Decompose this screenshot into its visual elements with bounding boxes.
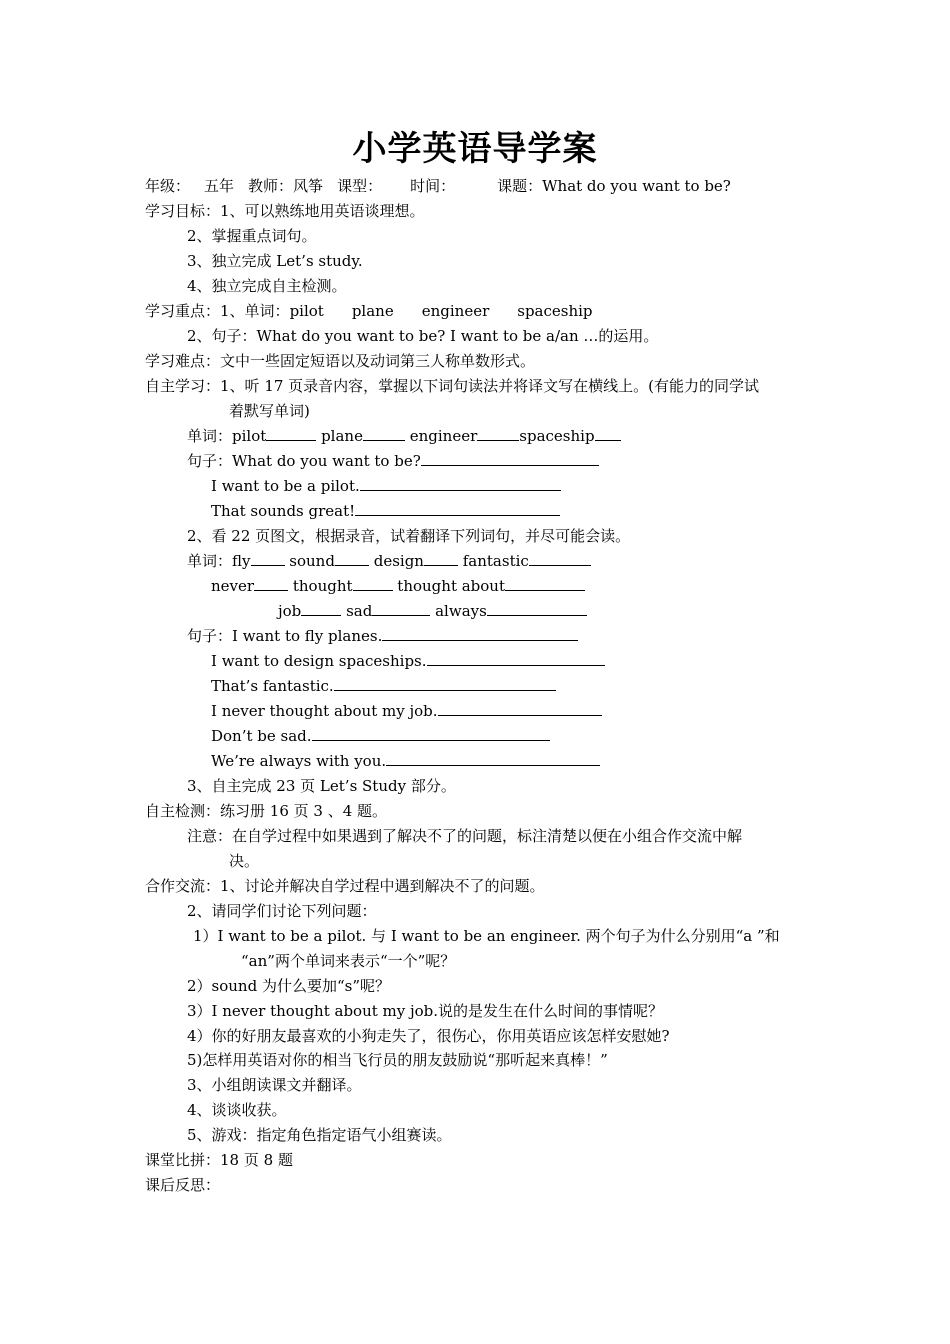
- answer-blank[interactable]: [312, 726, 550, 741]
- sentence-text: That sounds great!: [211, 502, 356, 520]
- competition-text: 18 页 8 题: [220, 1151, 293, 1169]
- discussion-question-3: 3）I never thought about my job.说的是发生在什么时间的事情呢？: [187, 1002, 664, 1020]
- discussion-question-1-cont: “an”两个单词来表示“一个”呢？: [241, 952, 456, 970]
- answer-blank[interactable]: [529, 551, 591, 566]
- vocab-word: always: [435, 602, 487, 620]
- sentence-row: [211, 751, 600, 771]
- sentence-text: We’re always with you.: [211, 752, 387, 770]
- goal-item: 1、可以熟练地用英语谈理想。: [220, 202, 425, 220]
- difficulty-line: [145, 351, 535, 371]
- answer-blank[interactable]: [334, 676, 556, 691]
- answer-blank[interactable]: [424, 551, 458, 566]
- self-study-item-1: 1、听 17 页录音内容，掌握以下词句读法并将译文写在横线上。(有能力的同学试: [220, 377, 760, 395]
- vocab-word: plane: [321, 427, 363, 445]
- cooperation-item-1: 1、讨论并解决自学过程中遇到解决不了的问题。: [220, 877, 545, 895]
- key-word: engineer: [421, 302, 490, 320]
- answer-blank[interactable]: [254, 576, 288, 591]
- discussion-question-1: 1）I want to be a pilot. 与 I want to be an engineer. 两个句子为什么分别用“a ”和: [193, 927, 780, 945]
- teacher-label: 教师：: [248, 177, 294, 195]
- vocab-word: thought: [292, 577, 353, 595]
- words-row-2: [187, 551, 591, 571]
- type-label: 课型：: [337, 177, 383, 195]
- sentence-text: What do you want to be?: [232, 452, 421, 470]
- page-title: 小学英语导学案: [352, 129, 598, 169]
- topic-label: 课题：: [497, 177, 543, 195]
- vocab-word: fantastic: [462, 552, 529, 570]
- answer-blank[interactable]: [363, 426, 405, 441]
- answer-blank[interactable]: [386, 751, 600, 766]
- key-word: plane: [351, 302, 394, 320]
- answer-blank[interactable]: [382, 626, 578, 641]
- sentence-row: [211, 676, 556, 696]
- answer-blank[interactable]: [438, 701, 602, 716]
- answer-blank[interactable]: [372, 601, 430, 616]
- self-check-text: 练习册 16 页 3 、4 题。: [220, 802, 388, 820]
- teacher-value: 风筝: [293, 177, 324, 195]
- cooperation-item-3: 3、小组朗读课文并翻译。: [187, 1076, 362, 1094]
- discussion-question-2: 2）sound 为什么要加“s”呢？: [187, 977, 390, 995]
- discussion-question-4: 4）你的好朋友最喜欢的小狗走失了，很伤心，你用英语应该怎样安慰她?: [187, 1027, 670, 1045]
- grade-value: 五年: [204, 177, 235, 195]
- topic-value: What do you want to be?: [542, 177, 731, 195]
- sentence-text: I want to design spaceships.: [211, 652, 427, 670]
- goal-item: 2、掌握重点词句。: [187, 227, 317, 245]
- grade-label: 年级：: [145, 177, 191, 195]
- sentence-row: [211, 651, 605, 671]
- self-check-label: 自主检测：: [145, 802, 221, 820]
- self-study-item-1-cont: 着默写单词): [229, 402, 310, 420]
- cooperation-item-5: 5、游戏：指定角色指定语气小组赛读。: [187, 1126, 452, 1144]
- reflection-label: 课后反思：: [145, 1176, 221, 1194]
- self-check-note: 注意：在自学过程中如果遇到了解决不了的问题，标注清楚以便在小组合作交流中解: [187, 827, 743, 845]
- self-check-line: [145, 801, 387, 821]
- answer-blank[interactable]: [360, 476, 561, 491]
- sentence-text: I want to fly planes.: [232, 627, 383, 645]
- cooperation-line-1: [145, 876, 545, 896]
- sentence-text: I want to be a pilot.: [211, 477, 360, 495]
- answer-blank[interactable]: [301, 601, 341, 616]
- discussion-question-5: 5)怎样用英语对你的相当飞行员的朋友鼓励说“那听起来真棒！”: [187, 1051, 608, 1069]
- answer-blank[interactable]: [595, 426, 621, 441]
- words-row-3: [211, 576, 585, 596]
- key-words-prefix: 1、单词：: [220, 302, 290, 320]
- vocab-word: thought about: [397, 577, 505, 595]
- difficulty-text: 文中一些固定短语以及动词第三人称单数形式。: [220, 352, 536, 370]
- vocab-word: sound: [289, 552, 335, 570]
- answer-blank[interactable]: [487, 601, 587, 616]
- competition-label: 课堂比拼：: [145, 1151, 221, 1169]
- answer-blank[interactable]: [335, 551, 369, 566]
- sentence-text: Don’t be sad.: [211, 727, 312, 745]
- vocab-word: fly: [232, 552, 251, 570]
- answer-blank[interactable]: [251, 551, 285, 566]
- self-study-item-2: 2、看 22 页图文，根据录音，试着翻译下列词句，并尽可能会读。: [187, 527, 631, 545]
- words-row-4: [278, 601, 587, 621]
- self-study-line-1: [145, 376, 759, 396]
- vocab-word: never: [211, 577, 255, 595]
- answer-blank[interactable]: [353, 576, 393, 591]
- sentence-row: [211, 501, 560, 521]
- sentence-row: [187, 626, 578, 646]
- vocab-word: design: [373, 552, 424, 570]
- sentences-label: 句子：: [187, 627, 233, 645]
- cooperation-label: 合作交流：: [145, 877, 221, 895]
- cooperation-item-4: 4、谈谈收获。: [187, 1101, 287, 1119]
- sentence-row: [211, 476, 561, 496]
- sentence-text: I never thought about my job.: [211, 702, 438, 720]
- goal-item: 4、独立完成自主检测。: [187, 277, 347, 295]
- key-sentence: 2、句子：What do you want to be? I want to be a/an …的运用。: [187, 327, 659, 345]
- self-study-label: 自主学习：: [145, 377, 221, 395]
- vocab-word: pilot: [232, 427, 267, 445]
- vocab-word: sad: [346, 602, 373, 620]
- self-check-note-cont: 决。: [229, 852, 260, 870]
- self-study-item-3: 3、自主完成 23 页 Let’s Study 部分。: [187, 777, 456, 795]
- key-points-line-1: [145, 301, 593, 321]
- goal-item: 3、独立完成 Let’s study.: [187, 252, 363, 270]
- answer-blank[interactable]: [505, 576, 585, 591]
- answer-blank[interactable]: [266, 426, 316, 441]
- sentence-text: That’s fantastic.: [211, 677, 334, 695]
- answer-blank[interactable]: [421, 451, 599, 466]
- answer-blank[interactable]: [355, 501, 560, 516]
- answer-blank[interactable]: [427, 651, 605, 666]
- goals-line-1: [145, 201, 425, 221]
- sentence-row: [211, 701, 602, 721]
- goals-label: 学习目标：: [145, 202, 221, 220]
- sentence-row: [211, 726, 550, 746]
- vocab-word: engineer: [409, 427, 478, 445]
- key-word: pilot: [289, 302, 324, 320]
- sentences-label: 句子：: [187, 452, 233, 470]
- vocab-word: job: [278, 602, 302, 620]
- competition-line: [145, 1150, 293, 1170]
- key-points-label: 学习重点：: [145, 302, 221, 320]
- words-label: 单词：: [187, 552, 233, 570]
- difficulty-label: 学习难点：: [145, 352, 221, 370]
- vocab-word: spaceship: [519, 427, 595, 445]
- answer-blank[interactable]: [477, 426, 519, 441]
- sentence-row: [187, 451, 599, 471]
- key-word: spaceship: [517, 302, 593, 320]
- cooperation-item-2: 2、请同学们讨论下列问题：: [187, 902, 377, 920]
- words-row-1: [187, 426, 621, 446]
- time-label: 时间：: [410, 177, 456, 195]
- words-label: 单词：: [187, 427, 233, 445]
- header-row: [145, 176, 731, 196]
